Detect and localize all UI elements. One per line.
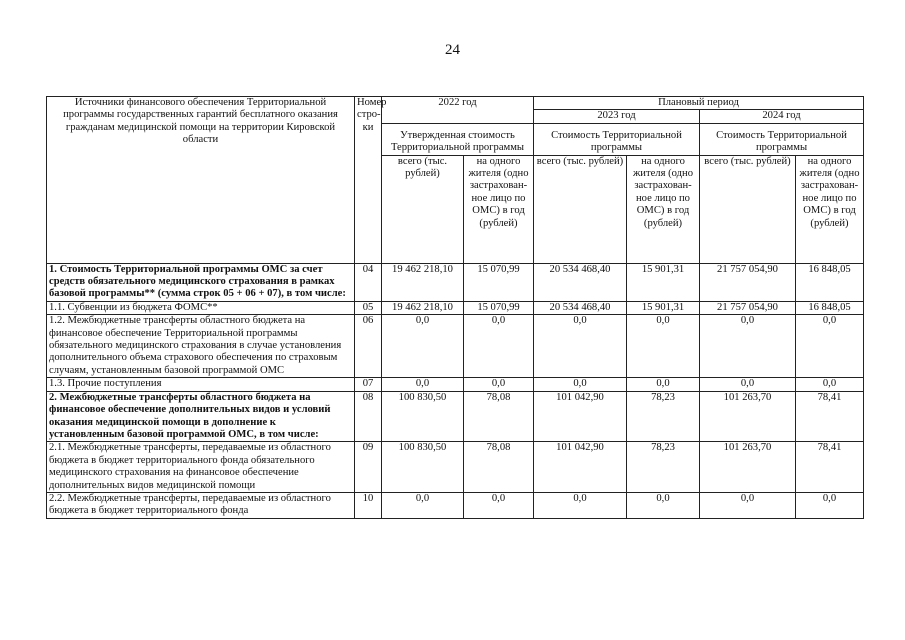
total-2023-cell: 0,0	[534, 492, 627, 518]
total-2023-cell: 101 042,90	[534, 391, 627, 442]
header-total-2024: всего (тыс. рублей)	[700, 155, 796, 263]
total-2022-cell: 100 830,50	[382, 442, 464, 493]
per-person-2024-cell: 16 848,05	[796, 263, 864, 301]
per-person-2022-cell: 0,0	[464, 315, 534, 378]
total-2023-cell: 20 534 468,40	[534, 301, 627, 314]
row-label: 1.3. Прочие поступления	[47, 378, 355, 391]
header-year-2022: 2022 год	[382, 97, 534, 124]
row-number-cell: 07	[355, 378, 382, 391]
header-row-number: Номер стро-ки	[355, 97, 382, 264]
row-number-cell: 04	[355, 263, 382, 301]
row-label: 1.1. Субвенции из бюджета ФОМС**	[47, 301, 355, 314]
row-label: 1. Стоимость Территориальной программы ОМС за счет средств обязательного медицинского страхования в рамках базовой программы** (сумма строк 05 + 06 + 07), в том числе:	[47, 263, 355, 301]
total-2024-cell: 101 263,70	[700, 442, 796, 493]
per-person-2023-cell: 15 901,31	[627, 263, 700, 301]
per-person-2022-cell: 15 070,99	[464, 263, 534, 301]
per-person-2022-cell: 78,08	[464, 391, 534, 442]
page-number: 24	[445, 42, 460, 58]
total-2024-cell: 0,0	[700, 378, 796, 391]
total-2023-cell: 0,0	[534, 315, 627, 378]
row-number-cell: 09	[355, 442, 382, 493]
table-row	[47, 263, 864, 301]
total-2022-cell: 19 462 218,10	[382, 301, 464, 314]
total-2023-cell: 101 042,90	[534, 442, 627, 493]
table-row	[47, 378, 864, 391]
row-number-cell: 06	[355, 315, 382, 378]
header-cost-2024: Стоимость Территориальной программы	[700, 123, 864, 155]
header-planned-period: Плановый период	[534, 97, 864, 110]
total-2024-cell: 21 757 054,90	[700, 263, 796, 301]
total-2024-cell: 21 757 054,90	[700, 301, 796, 314]
per-person-2023-cell: 0,0	[627, 378, 700, 391]
header-approved-cost: Утвержденная стоимость Территориальной программы	[382, 123, 534, 155]
header-per-person-2022: на одного жителя (одно застрахован-ное лицо по ОМС) в год (рублей)	[464, 155, 534, 263]
per-person-2024-cell: 0,0	[796, 492, 864, 518]
table-row	[47, 391, 864, 442]
per-person-2024-cell: 0,0	[796, 315, 864, 378]
per-person-2022-cell: 15 070,99	[464, 301, 534, 314]
total-2024-cell: 0,0	[700, 315, 796, 378]
row-label: 2.1. Межбюджетные трансферты, передаваемые из областного бюджета в бюджет территориального фонда обязательного медицинского страхования на финансовое обеспечение дополнительных видов медицинской помощи	[47, 442, 355, 493]
total-2023-cell: 0,0	[534, 378, 627, 391]
total-2024-cell: 101 263,70	[700, 391, 796, 442]
row-label: 2.2. Межбюджетные трансферты, передаваемые из областного бюджета в бюджет территориального фонда	[47, 492, 355, 518]
table-row	[47, 315, 864, 378]
per-person-2023-cell: 0,0	[627, 315, 700, 378]
row-number-cell: 08	[355, 391, 382, 442]
table-row	[47, 442, 864, 493]
per-person-2022-cell: 0,0	[464, 378, 534, 391]
row-label: 1.2. Межбюджетные трансферты областного бюджета на финансовое обеспечение Территориальной программы обязательного медицинского страхования в случае установления дополнительного объема страхового обеспечения по страховым случаям, установленным базовой программой ОМС	[47, 315, 355, 378]
total-2022-cell: 0,0	[382, 492, 464, 518]
row-number-cell: 10	[355, 492, 382, 518]
header-cost-2023: Стоимость Территориальной программы	[534, 123, 700, 155]
header-total-2022: всего (тыс. рублей)	[382, 155, 464, 263]
total-2022-cell: 0,0	[382, 378, 464, 391]
header-per-person-2024: на одного жителя (одно застрахован-ное лицо по ОМС) в год (рублей)	[796, 155, 864, 263]
per-person-2023-cell: 15 901,31	[627, 301, 700, 314]
header-year-2023: 2023 год	[534, 110, 700, 123]
header-source: Источники финансового обеспечения Территориальной программы государственных гарантий бесплатного оказания гражданам медицинской помощи на территории Кировской области	[47, 97, 355, 264]
per-person-2024-cell: 16 848,05	[796, 301, 864, 314]
per-person-2023-cell: 0,0	[627, 492, 700, 518]
financing-table	[46, 96, 864, 519]
row-number-cell: 05	[355, 301, 382, 314]
header-per-person-2023: на одного жителя (одно застрахован-ное лицо по ОМС) в год (рублей)	[627, 155, 700, 263]
total-2022-cell: 0,0	[382, 315, 464, 378]
per-person-2024-cell: 0,0	[796, 378, 864, 391]
header-total-2023: всего (тыс. рублей)	[534, 155, 627, 263]
per-person-2024-cell: 78,41	[796, 391, 864, 442]
total-2024-cell: 0,0	[700, 492, 796, 518]
per-person-2023-cell: 78,23	[627, 391, 700, 442]
total-2022-cell: 19 462 218,10	[382, 263, 464, 301]
table-row	[47, 301, 864, 314]
row-label: 2. Межбюджетные трансферты областного бюджета на финансовое обеспечение дополнительных видов и условий оказания медицинской помощи в дополнение к установленным базовой программой ОМС, в том числе:	[47, 391, 355, 442]
per-person-2023-cell: 78,23	[627, 442, 700, 493]
header-year-2024: 2024 год	[700, 110, 864, 123]
table-row	[47, 492, 864, 518]
total-2022-cell: 100 830,50	[382, 391, 464, 442]
per-person-2022-cell: 78,08	[464, 442, 534, 493]
per-person-2022-cell: 0,0	[464, 492, 534, 518]
per-person-2024-cell: 78,41	[796, 442, 864, 493]
total-2023-cell: 20 534 468,40	[534, 263, 627, 301]
